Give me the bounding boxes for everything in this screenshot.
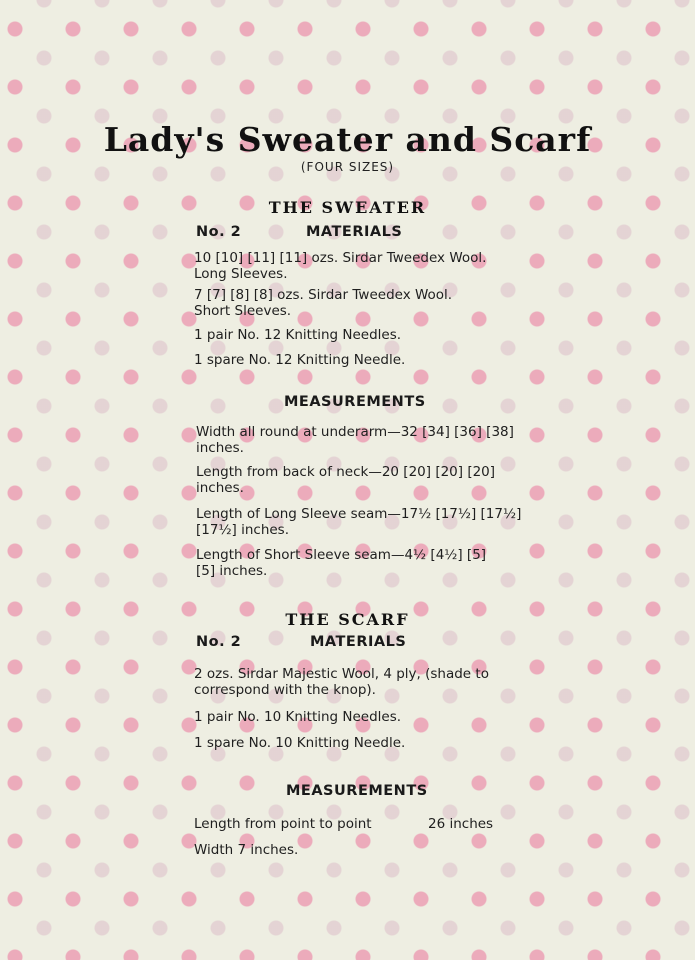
scarf-length-label: Length from point to point [194,816,372,832]
scarf-material-item: 1 spare No. 10 Knitting Needle. [194,735,406,751]
sweater-number: No. 2 [196,224,242,240]
sweater-heading: THE SWEATER [268,198,427,217]
sweater-material-item: 7 [7] [8] [8] ozs. Sirdar Tweedex Wool. Short Sleeves. [194,287,453,319]
sweater-material-item: 1 pair No. 12 Knitting Needles. [194,327,402,343]
scarf-measurements-heading: MEASUREMENTS [286,783,428,799]
sweater-measurement-item: Length of Long Sleeve seam—17½ [17½] [17½] [17½] inches. [196,506,522,538]
page-title: Lady's Sweater and Scarf [103,120,592,159]
scarf-length-value: 26 inches [428,816,494,832]
scarf-number: No. 2 [196,634,242,650]
scarf-materials-heading: MATERIALS [310,634,407,650]
sweater-measurement-item: Length from back of neck—20 [20] [20] [20] inches. [196,464,496,496]
scarf-width: Width 7 inches. [194,842,299,858]
sweater-materials-heading: MATERIALS [306,224,403,240]
sweater-measurement-item: Width all round at underarm—32 [34] [36] [38] inches. [196,424,514,456]
sweater-material-item: 10 [10] [11] [11] ozs. Sirdar Tweedex Wool. Long Sleeves. [194,250,487,282]
page-subtitle: (FOUR SIZES) [300,160,395,174]
scarf-material-item: 1 pair No. 10 Knitting Needles. [194,709,402,725]
sweater-material-item: 1 spare No. 12 Knitting Needle. [194,352,406,368]
scarf-material-item: 2 ozs. Sirdar Majestic Wool, 4 ply, (shade to correspond with the knop). [194,666,489,698]
sweater-measurement-item: Length of Short Sleeve seam—4½ [4½] [5] [5] inches. [196,547,487,579]
scarf-heading: THE SCARF [285,610,410,629]
sweater-measurements-heading: MEASUREMENTS [284,394,426,410]
